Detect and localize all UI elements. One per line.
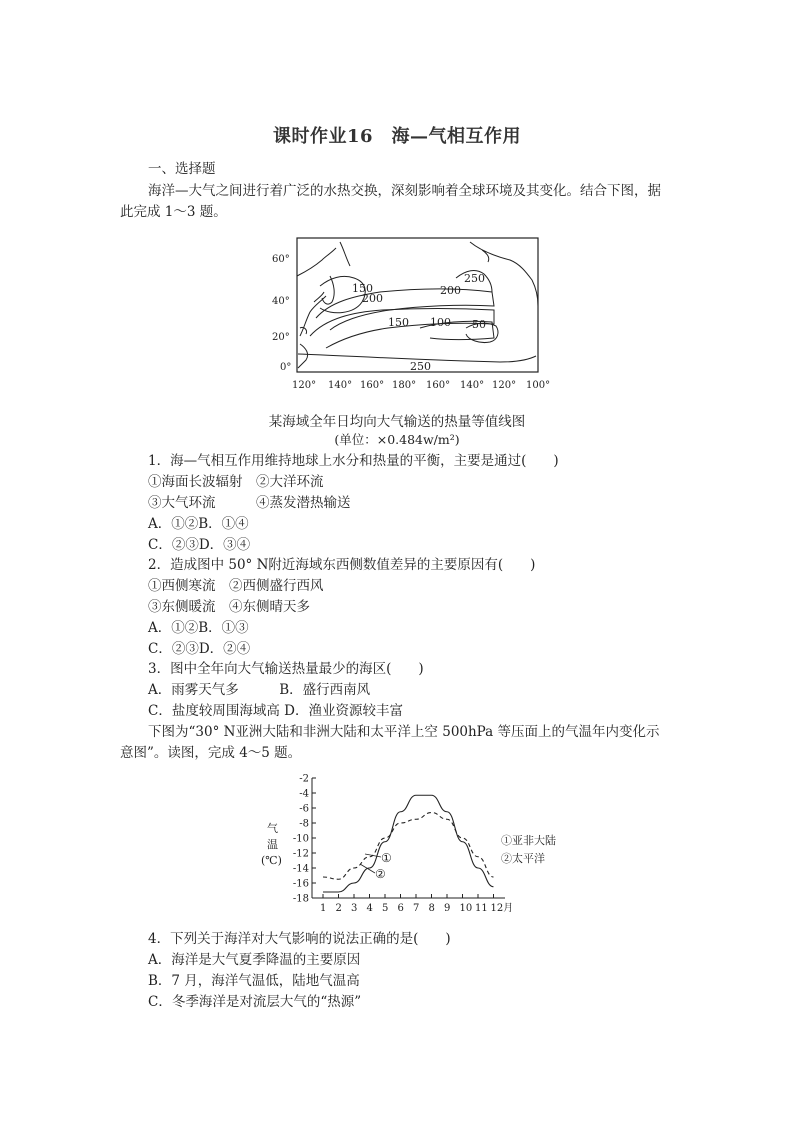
q4-stem: 4．下列关于海洋对大气影响的说法正确的是( ) xyxy=(148,931,451,947)
q1-options-b: ③大气环流 ④蒸发潜热输送 xyxy=(148,495,351,511)
contour-label: 250 xyxy=(410,360,431,373)
map-lon-label: 100° xyxy=(526,380,551,391)
q2-answers-ab: A．①②B．①③ xyxy=(148,620,249,636)
map-lon-label: 160° xyxy=(360,380,385,391)
q1-options-a: ①海面长波辐射 ②大洋环流 xyxy=(148,474,324,490)
series-line-1 xyxy=(323,795,494,892)
y-tick-label: -4 xyxy=(299,788,309,800)
x-tick-label: 8 xyxy=(428,903,435,914)
x-tick-label: 1 xyxy=(320,903,327,914)
map-lon-label: 120° xyxy=(292,380,317,391)
intro1-line1: 海洋—大气之间进行着广泛的水热交换，深刻影响着全球环境及其变化。结合下图，据 xyxy=(148,183,661,199)
x-tick-label: 10 xyxy=(459,903,473,914)
y-tick-label: -18 xyxy=(292,893,309,905)
x-tick-label: 6 xyxy=(397,903,404,914)
map-lon-label: 140° xyxy=(460,380,485,391)
contour-label: 200 xyxy=(440,284,461,297)
q3-answers-ab: A．雨雾天气多 B．盛行西南风 xyxy=(148,682,371,698)
map-lat-label: 60° xyxy=(272,254,290,265)
series-line-2 xyxy=(323,813,494,880)
y-tick-label: -2 xyxy=(299,773,309,785)
y-tick-label: -14 xyxy=(292,863,309,875)
x-tick-label: 5 xyxy=(382,903,389,914)
contour-label: 150 xyxy=(388,316,409,329)
map-lon-label: 160° xyxy=(426,380,451,391)
q2-options-b: ③东侧暖流 ④东侧晴天多 xyxy=(148,599,310,615)
map-lat-label: 40° xyxy=(272,296,290,307)
q1-answers-cd: C．②③D．③④ xyxy=(148,537,251,553)
intro1-line2: 此完成 1～3 题。 xyxy=(120,204,227,220)
legend-entry-2: ②太平洋 xyxy=(501,852,545,865)
map-unit: (单位：×0.484w/m²) xyxy=(334,432,460,447)
series-marker-2: ② xyxy=(375,867,386,881)
asia-coastline xyxy=(297,242,350,368)
page-title: 课时作业16 海—气相互作用 xyxy=(272,126,522,147)
q2-answers-cd: C．②③D．②④ xyxy=(148,641,251,657)
q4-option-a: A．海洋是大气夏季降温的主要原因 xyxy=(148,952,361,968)
y-tick-label: -8 xyxy=(299,818,309,830)
y-axis-label-char: (℃) xyxy=(261,854,282,867)
map-caption: 某海域全年日均向大气输送的热量等值线图 xyxy=(268,414,526,430)
map-lon-label: 180° xyxy=(392,380,417,391)
marker-leader-1 xyxy=(365,854,381,857)
contour-label: 150 xyxy=(352,282,373,295)
heat-contour-map xyxy=(270,236,560,396)
q2-stem: 2．造成图中 50° N附近海域东西侧数值差异的主要原因有( ) xyxy=(148,557,536,573)
q4-option-b: B．7 月，海洋气温低，陆地气温高 xyxy=(148,973,360,989)
temperature-chart xyxy=(255,768,585,920)
q1-stem: 1．海—气相互作用维持地球上水分和热量的平衡，主要是通过( ) xyxy=(148,453,559,469)
q3-stem: 3．图中全年向大气输送热量最少的海区( ) xyxy=(148,661,424,677)
y-axis-label-char: 气 xyxy=(267,822,278,835)
x-tick-label: 3 xyxy=(351,903,358,914)
contour-label: 200 xyxy=(362,292,383,305)
y-tick-label: -6 xyxy=(299,803,309,815)
map-lon-label: 120° xyxy=(492,380,517,391)
q2-options-a: ①西侧寒流 ②西侧盛行西风 xyxy=(148,578,324,594)
intro2-line2: 意图”。读图，完成 4～5 题。 xyxy=(120,745,302,761)
x-tick-label: 9 xyxy=(444,903,451,914)
map-lat-label: 0° xyxy=(280,362,292,373)
section-heading: 一、选择题 xyxy=(148,161,216,177)
contour-label: 50 xyxy=(472,318,486,331)
x-tick-label: 7 xyxy=(413,903,420,914)
series-marker-1: ① xyxy=(381,851,392,865)
map-lat-label: 20° xyxy=(272,332,290,343)
map-lon-label: 140° xyxy=(328,380,353,391)
q4-option-c: C．冬季海洋是对流层大气的“热源” xyxy=(148,994,362,1010)
y-tick-label: -16 xyxy=(292,878,309,890)
y-axis-label-char: 温 xyxy=(267,838,278,851)
x-tick-label: 12月 xyxy=(490,903,514,914)
contour-label: 100 xyxy=(430,316,451,329)
x-tick-label: 2 xyxy=(335,903,342,914)
x-tick-label: 4 xyxy=(366,903,373,914)
contour-label: 250 xyxy=(464,272,485,285)
x-tick-label: 11 xyxy=(475,903,488,914)
y-tick-label: -12 xyxy=(292,848,309,860)
legend-entry-1: ①亚非大陆 xyxy=(501,834,556,847)
q1-answers-ab: A．①②B．①④ xyxy=(148,516,249,532)
intro2-line1: 下图为“30° N亚洲大陆和非洲大陆和太平洋上空 500hPa 等压面上的气温年内变化示 xyxy=(148,724,660,740)
y-tick-label: -10 xyxy=(292,833,309,845)
q3-answers-cd: C．盐度较周围海域高 D．渔业资源较丰富 xyxy=(148,703,403,719)
